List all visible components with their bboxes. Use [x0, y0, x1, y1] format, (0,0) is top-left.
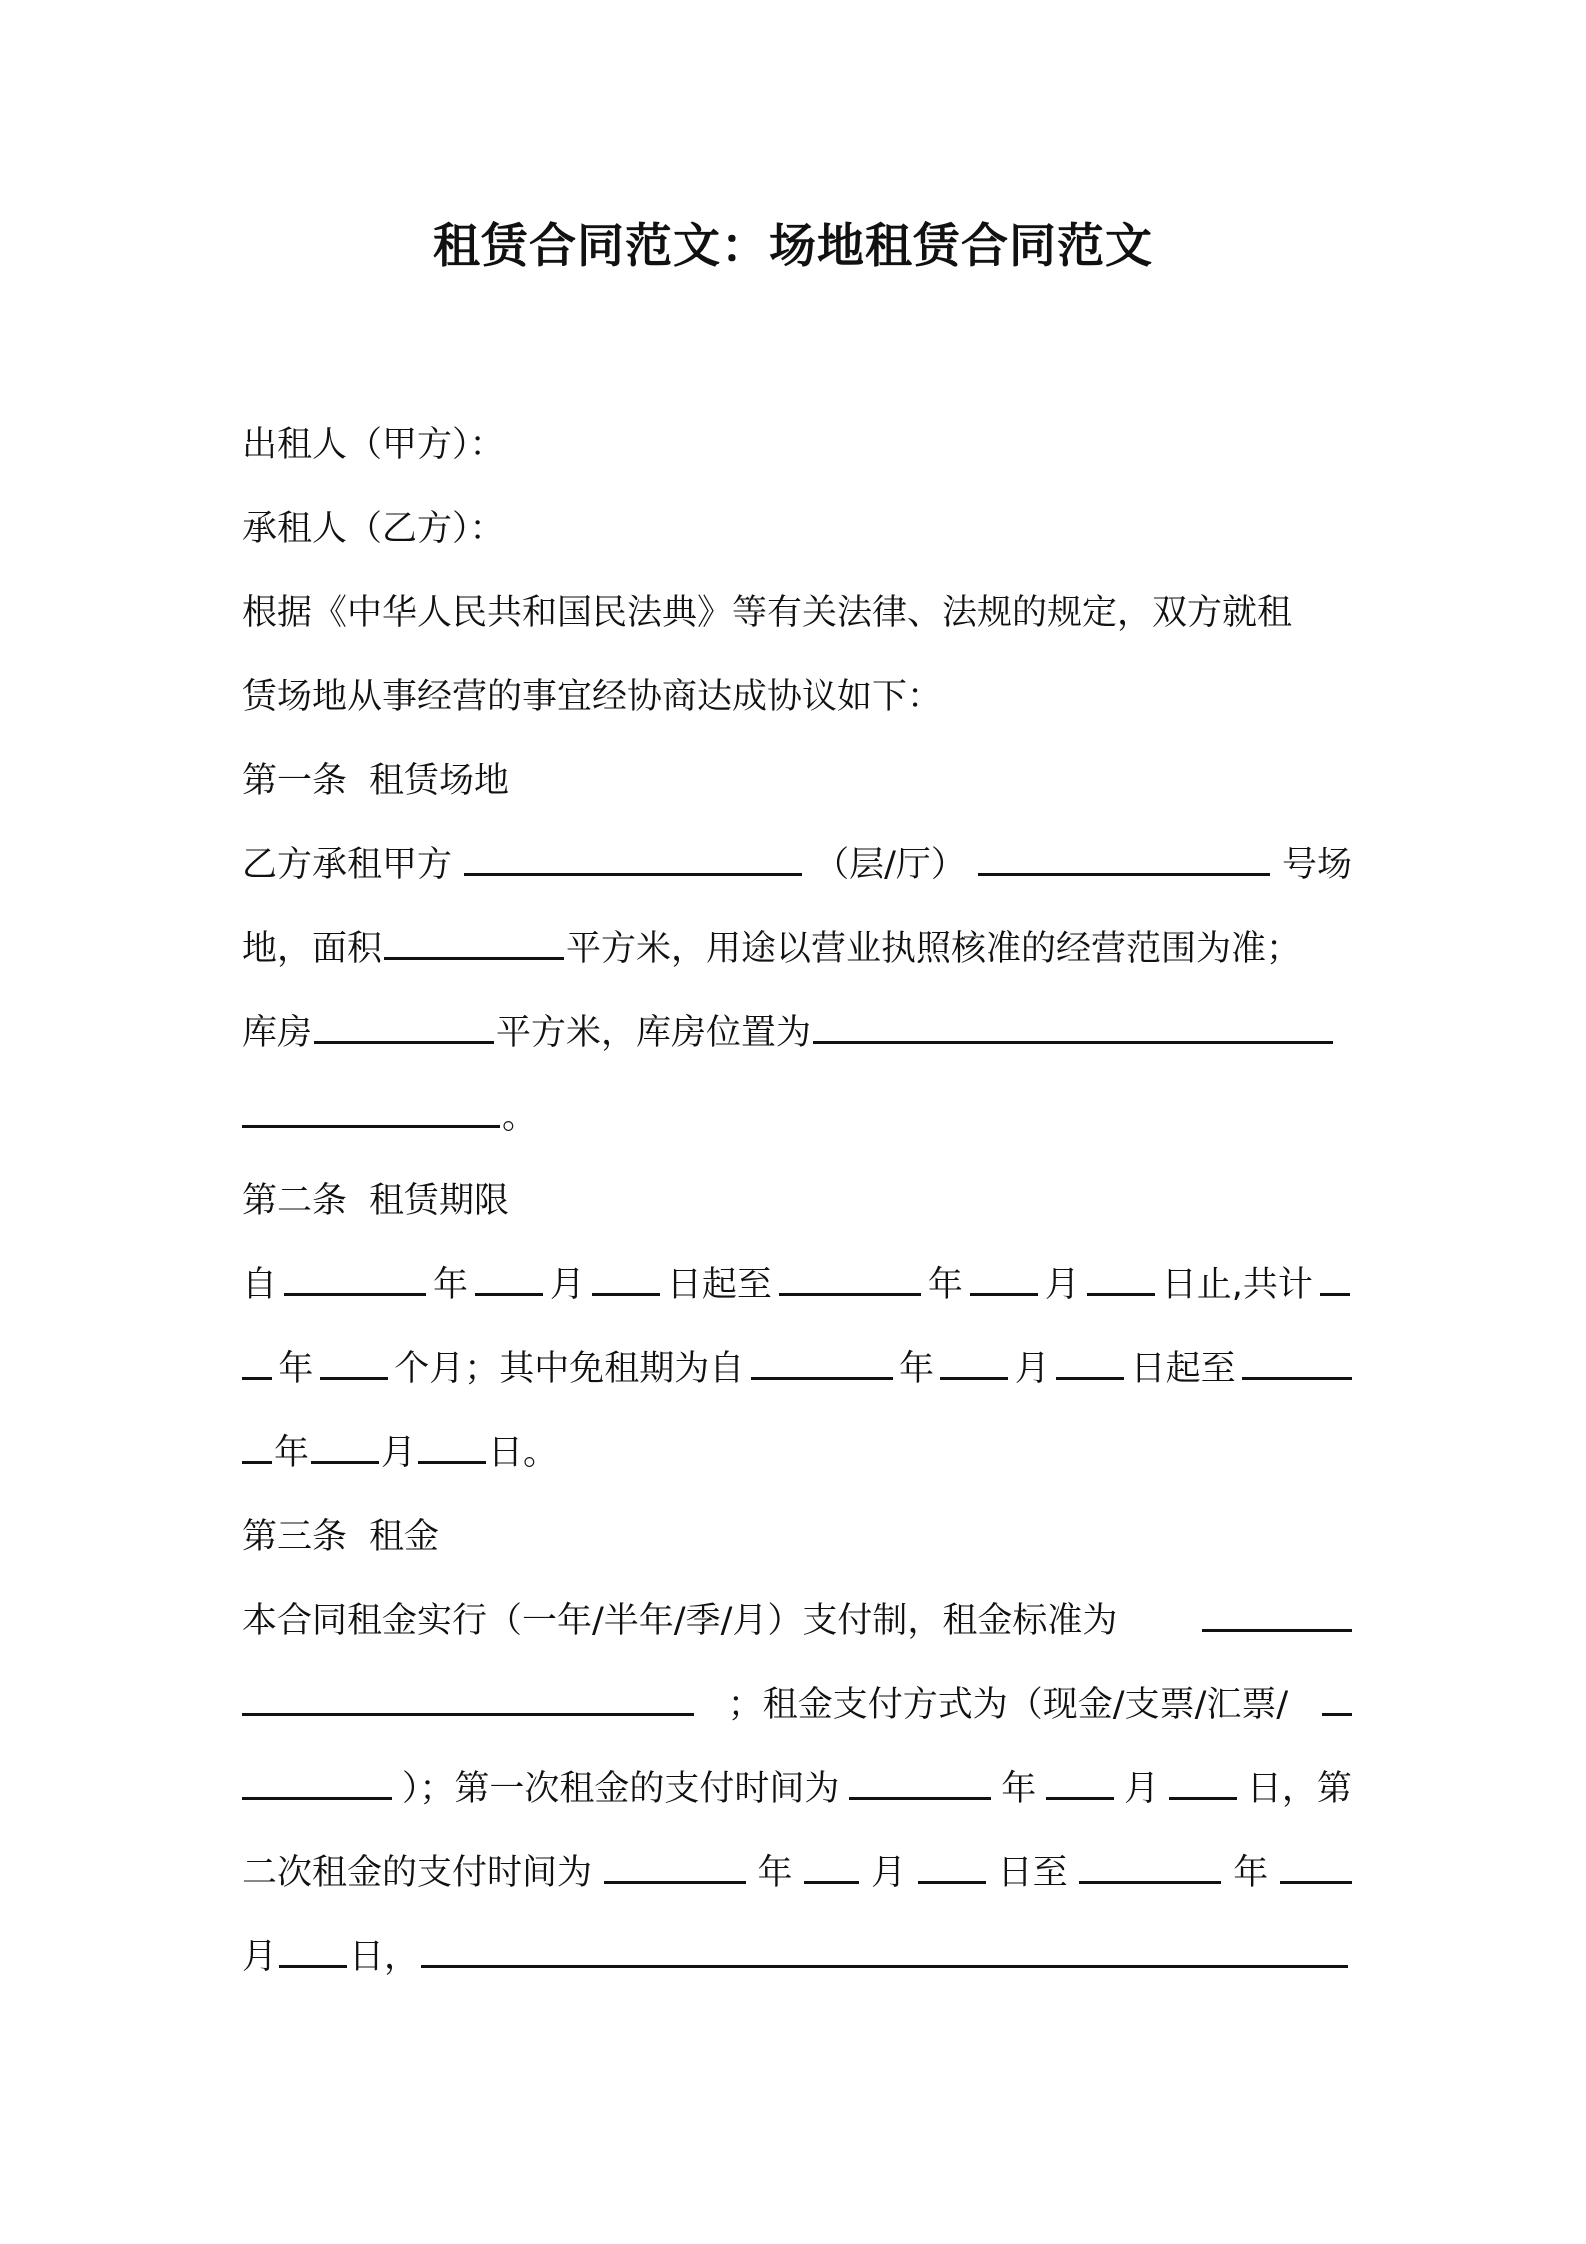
- blank-first-pay-day[interactable]: [1169, 1765, 1237, 1800]
- article-2-number: 第二条: [242, 1181, 348, 1221]
- article-1-text: 乙方承租甲方: [242, 845, 453, 885]
- article-1-number: 第一条: [242, 761, 348, 801]
- article-2-text: 自: [242, 1265, 278, 1305]
- blank-first-pay-month[interactable]: [1046, 1765, 1114, 1800]
- article-2-text: 日。: [488, 1433, 559, 1473]
- blank-warehouse-location-field[interactable]: [813, 1009, 1333, 1044]
- blank-rent-standard[interactable]: [242, 1681, 694, 1716]
- article-3-text: 二次租金的支付时间为: [242, 1853, 593, 1893]
- article-1-text: 号场: [1281, 845, 1352, 885]
- article-3-text: 年: [1233, 1853, 1269, 1893]
- article-3-text: 日，: [349, 1937, 420, 1977]
- blank-free-end-month[interactable]: [311, 1429, 379, 1464]
- lessee-line: [242, 487, 1352, 571]
- blank-end-day[interactable]: [1087, 1261, 1155, 1296]
- article-3-text: ；租金支付方式为（现金/支票/汇票/: [727, 1685, 1289, 1725]
- intro-text-2: 赁场地从事经营的事宜经协商达成协议如下：: [242, 677, 943, 717]
- intro-line-1: [242, 571, 1352, 655]
- document-body: [242, 403, 1352, 1999]
- article-2-text: 月: [1014, 1349, 1050, 1389]
- article-1-line-2: [242, 907, 1352, 991]
- blank-free-end-day[interactable]: [418, 1429, 486, 1464]
- blank-second-pay-start-month[interactable]: [804, 1849, 859, 1884]
- blank-second-pay-start-year[interactable]: [604, 1849, 746, 1884]
- article-1-line-3: [242, 991, 1352, 1075]
- blank-continuation[interactable]: [421, 1933, 1348, 1968]
- blank-second-pay-end-day[interactable]: [279, 1933, 347, 1968]
- article-2-text: 月: [549, 1265, 585, 1305]
- article-2-text: 个月；其中免租期为自: [394, 1349, 745, 1389]
- blank-payment-method[interactable]: [1322, 1681, 1352, 1716]
- article-1-text: 。: [502, 1097, 538, 1137]
- article-1-text: 平方米，库房位置为: [496, 1013, 812, 1053]
- blank-free-end-year[interactable]: [242, 1429, 272, 1464]
- article-1-line-4: [242, 1075, 1352, 1159]
- article-2-text: 年: [278, 1349, 314, 1389]
- blank-site-number-field[interactable]: [978, 841, 1270, 876]
- article-3-heading: [242, 1495, 1352, 1579]
- article-3-line-4: [242, 1831, 1352, 1915]
- blank-second-pay-end-year[interactable]: [1079, 1849, 1221, 1884]
- article-3-text: 月: [242, 1937, 278, 1977]
- article-3-text: 本合同租金实行（一年/半年/季/月）支付制，租金标准为: [242, 1601, 1118, 1641]
- article-2-text: 日止,共计: [1161, 1265, 1313, 1305]
- article-3-number: 第三条: [242, 1517, 348, 1557]
- article-3-text: 日，第: [1246, 1769, 1352, 1809]
- article-1-text: 平方米，用途以营业执照核准的经营范围为准；: [566, 929, 1302, 969]
- intro-text-1: 根据《中华人民共和国民法典》等有关法律、法规的规定，双方就租: [242, 593, 1293, 633]
- article-1-title: 租赁场地: [369, 761, 510, 801]
- article-2-text: 日起至: [1130, 1349, 1236, 1389]
- blank-start-day[interactable]: [592, 1261, 660, 1296]
- article-2-text: 日起至: [666, 1265, 772, 1305]
- article-2-text: 年: [898, 1349, 934, 1389]
- blank-total-years[interactable]: [242, 1345, 272, 1380]
- lessor-line: [242, 403, 1352, 487]
- blank-second-pay-start-day[interactable]: [918, 1849, 986, 1884]
- blank-free-start-month[interactable]: [940, 1345, 1008, 1380]
- blank-warehouse-location-field[interactable]: [242, 1093, 500, 1128]
- blank-free-start-day[interactable]: [1056, 1345, 1124, 1380]
- article-2-line-2: [242, 1327, 1352, 1411]
- article-3-text: 日至: [997, 1853, 1068, 1893]
- blank-free-end-year[interactable]: [1242, 1345, 1352, 1380]
- article-2-line-1: [242, 1243, 1352, 1327]
- blank-total-months[interactable]: [320, 1345, 388, 1380]
- intro-line-2: [242, 655, 1352, 739]
- blank-start-year[interactable]: [284, 1261, 426, 1296]
- article-2-text: 年: [274, 1433, 310, 1473]
- article-2-text: 月: [381, 1433, 417, 1473]
- blank-second-pay-end-month[interactable]: [1280, 1849, 1352, 1884]
- article-1-text: （层/厅）: [814, 845, 966, 885]
- blank-payment-method[interactable]: [242, 1765, 392, 1800]
- article-2-heading: [242, 1159, 1352, 1243]
- blank-end-month[interactable]: [970, 1261, 1038, 1296]
- blank-floor-field[interactable]: [464, 841, 802, 876]
- article-2-text: 年: [432, 1265, 468, 1305]
- lessor-label: 出租人（甲方）：: [242, 425, 505, 465]
- article-2-text: 月: [1044, 1265, 1080, 1305]
- article-3-text: 月: [1124, 1769, 1160, 1809]
- article-3-text: 年: [1001, 1769, 1037, 1809]
- blank-warehouse-area-field[interactable]: [314, 1009, 494, 1044]
- blank-area-field[interactable]: [384, 925, 564, 960]
- article-3-text: ）；第一次租金的支付时间为: [401, 1769, 840, 1809]
- blank-rent-standard[interactable]: [1202, 1597, 1352, 1632]
- article-3-line-5: [242, 1915, 1352, 1999]
- article-2-line-3: [242, 1411, 1352, 1495]
- article-3-text: 月: [871, 1853, 907, 1893]
- article-3-line-3: [242, 1747, 1352, 1831]
- document-title: 租赁合同范文：场地租赁合同范文: [433, 219, 1153, 274]
- blank-total-years[interactable]: [1320, 1261, 1350, 1296]
- article-1-text: 库房: [242, 1013, 313, 1053]
- blank-free-start-year[interactable]: [751, 1345, 893, 1380]
- article-2-title: 租赁期限: [369, 1181, 510, 1221]
- blank-start-month[interactable]: [475, 1261, 543, 1296]
- article-1-heading: [242, 739, 1352, 823]
- article-3-line-2: [242, 1663, 1352, 1747]
- article-3-title: 租金: [369, 1517, 440, 1557]
- blank-first-pay-year[interactable]: [849, 1765, 991, 1800]
- blank-end-year[interactable]: [779, 1261, 921, 1296]
- article-3-text: 年: [757, 1853, 793, 1893]
- article-1-line-1: [242, 823, 1352, 907]
- lessee-label: 承租人（乙方）：: [242, 509, 505, 549]
- article-3-line-1: [242, 1579, 1352, 1663]
- article-1-text: 地，面积: [242, 929, 383, 969]
- article-2-text: 年: [927, 1265, 963, 1305]
